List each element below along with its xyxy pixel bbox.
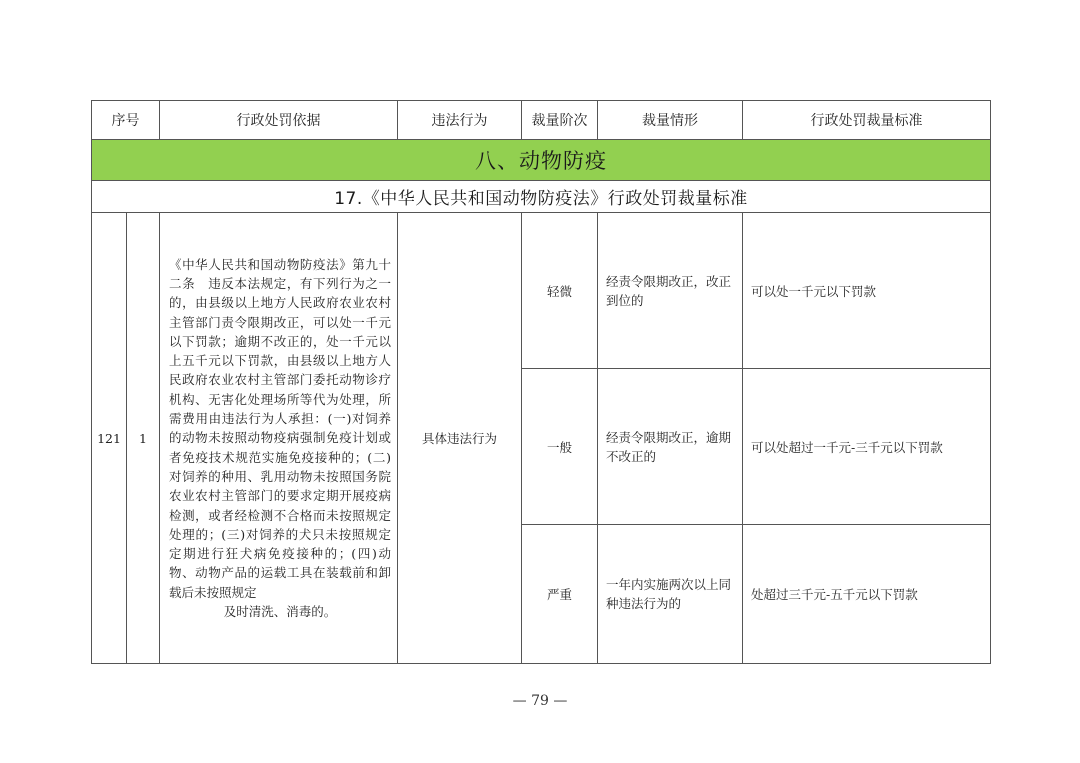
violation-text: 具体违法行为 <box>398 213 522 664</box>
law-title-row <box>92 181 991 213</box>
level-general: 一般 <box>522 369 598 525</box>
situation-serious: 一年内实施两次以上同种违法行为的 <box>598 525 743 664</box>
penalty-basis-last-line: 及时清洗、消毒的。 <box>223 604 337 620</box>
law-title: 17.《中华人民共和国动物防疫法》行政处罚裁量标准 <box>92 181 991 213</box>
level-minor: 轻微 <box>522 213 598 369</box>
table-row <box>92 213 991 369</box>
header-row <box>92 101 991 140</box>
situation-general: 经责令限期改正，逾期不改正的 <box>598 369 743 525</box>
header-penalty-basis: 行政处罚依据 <box>160 101 398 140</box>
section-row <box>92 140 991 181</box>
header-discretion-level: 裁量阶次 <box>522 101 598 140</box>
header-discretion-situation: 裁量情形 <box>598 101 743 140</box>
header-violation: 违法行为 <box>398 101 522 140</box>
row-sub-number: 1 <box>127 213 160 664</box>
penalty-basis-text <box>160 213 398 664</box>
penalty-standard-table <box>91 100 991 664</box>
level-serious: 严重 <box>522 525 598 664</box>
standard-general: 可以处超过一千元-三千元以下罚款 <box>743 369 991 525</box>
header-serial-no: 序号 <box>92 101 160 140</box>
header-penalty-standard: 行政处罚裁量标准 <box>743 101 991 140</box>
standard-serious: 处超过三千元-五千元以下罚款 <box>743 525 991 664</box>
situation-minor: 经责令限期改正，改正到位的 <box>598 213 743 369</box>
row-number: 121 <box>92 213 127 664</box>
penalty-basis-body: 《中华人民共和国动物防疫法》第九十二条 违反本法规定，有下列行为之一的，由县级以上地方人民政府农业农村主管部门责令限期改正，可以处一千元以下罚款；逾期不改正的，处一千元以上五千元以下罚款，由县级以上地方人民政府农业农村主管部门委托动物诊疗机构、无害化处理场所等代为处理，所需费用由违法行为人承担：(一)对饲养的动物未按照动物疫病强制免疫计划或者免疫技术规范实施免疫接种的；(二)对饲养的种用、乳用动物未按照国务院农业农村主管部门的要求定期开展疫病检测，或者经检测不合格而未按照规定处理的；(三)对饲养的犬只未按照规定定期进行狂犬病免疫接种的；(四)动物、动物产品的运载工具在装载前和卸载后未按照规定 <box>169 256 391 600</box>
standard-minor: 可以处一千元以下罚款 <box>743 213 991 369</box>
section-title: 八、动物防疫 <box>92 140 991 181</box>
page-number: — 79 — <box>512 693 568 709</box>
